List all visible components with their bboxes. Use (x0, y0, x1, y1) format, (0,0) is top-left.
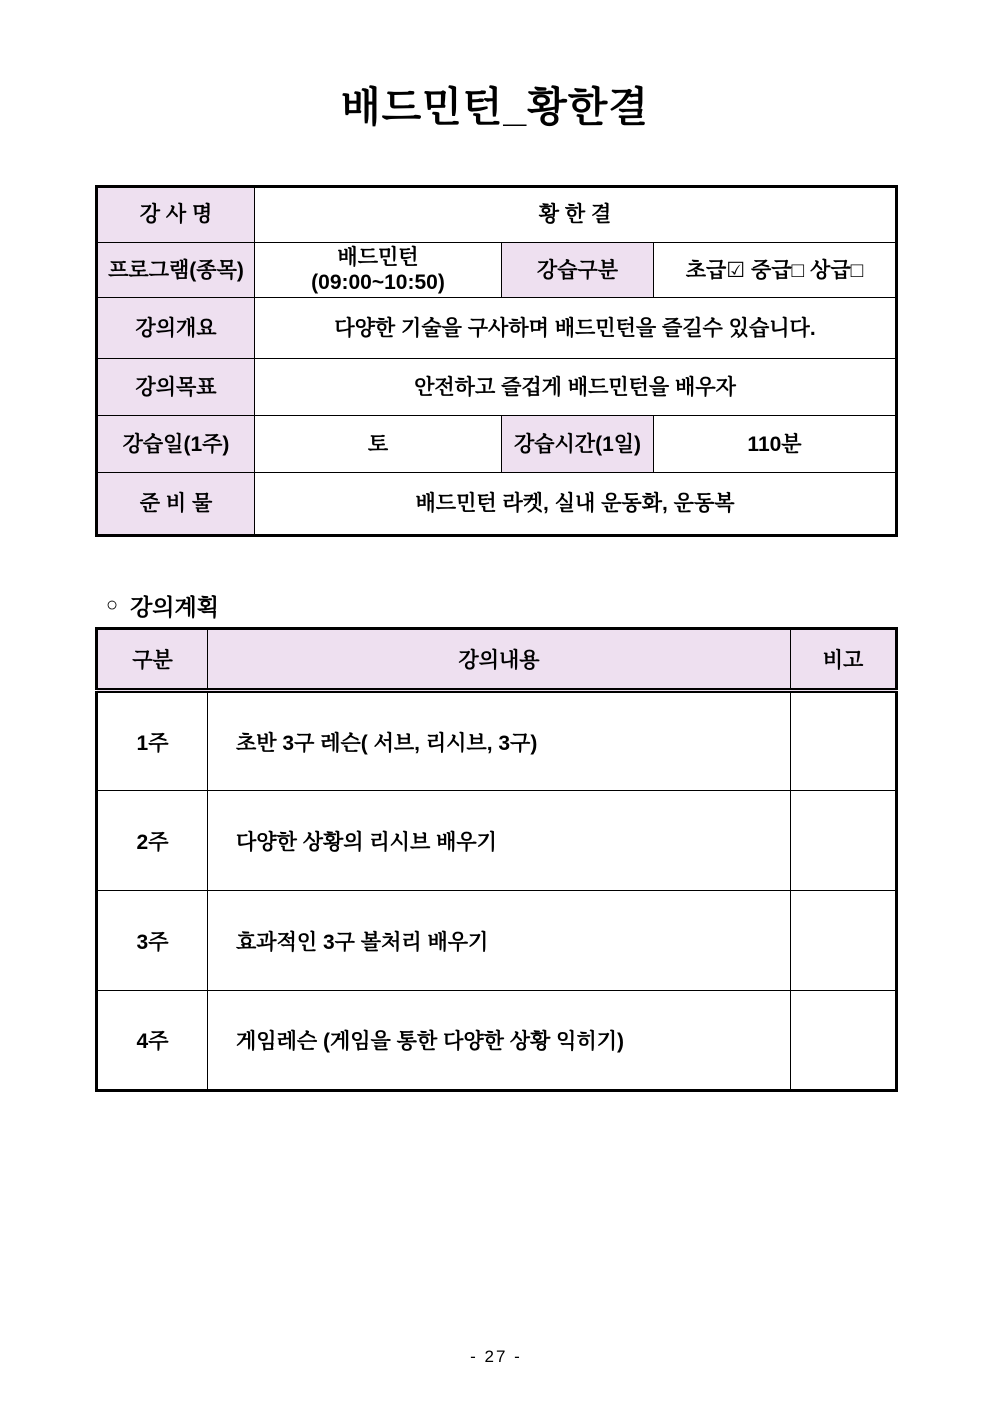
table-row (97, 416, 897, 473)
note-cell (791, 891, 897, 991)
plan-heading-text: 강의계획 (130, 594, 219, 620)
week-cell: 3주 (97, 891, 208, 991)
note-cell (791, 791, 897, 891)
course-overview-value: 다양한 기술을 구사하며 배드민턴을 즐길수 있습니다. (255, 298, 897, 359)
table-row (97, 243, 897, 298)
class-duration-label: 강습시간(1일) (502, 416, 654, 473)
program-value (255, 243, 502, 298)
table-row (97, 359, 897, 416)
class-duration-value: 110분 (654, 416, 897, 473)
table-row (97, 187, 897, 243)
week-cell: 2주 (97, 791, 208, 891)
instructor-name-value: 황 한 결 (255, 187, 897, 243)
content-cell: 효과적인 3구 볼처리 배우기 (208, 891, 791, 991)
content-cell: 다양한 상황의 리시브 배우기 (208, 791, 791, 891)
note-cell (791, 691, 897, 791)
lecture-plan-table (95, 627, 898, 1092)
class-level-checkboxes: 초급☑ 중급□ 상급□ (654, 243, 897, 298)
table-row (97, 298, 897, 359)
plan-header-week: 구분 (97, 629, 208, 691)
course-overview-label: 강의개요 (97, 298, 255, 359)
plan-row-week4 (97, 991, 897, 1091)
course-info-table (95, 185, 898, 537)
plan-header-note: 비고 (791, 629, 897, 691)
class-day-value: 토 (255, 416, 502, 473)
program-time: (09:00~10:50) (311, 271, 445, 295)
supplies-label: 준 비 물 (97, 473, 255, 536)
class-day-label: 강습일(1주) (97, 416, 255, 473)
document-title: 배드민턴_황한결 (340, 84, 650, 130)
content-cell: 초반 3구 레슨( 서브, 리시브, 3구) (208, 691, 791, 791)
class-level-label: 강습구분 (502, 243, 654, 298)
program-label: 프로그램(종목) (97, 243, 255, 298)
plan-row-week1 (97, 691, 897, 791)
page-number: - 27 - (470, 1347, 522, 1366)
circle-bullet-icon: ○ (106, 594, 119, 616)
plan-row-week2 (97, 791, 897, 891)
note-cell (791, 991, 897, 1091)
plan-header-row (97, 629, 897, 691)
course-goal-value: 안전하고 즐겁게 배드민턴을 배우자 (255, 359, 897, 416)
week-cell: 4주 (97, 991, 208, 1091)
course-goal-label: 강의목표 (97, 359, 255, 416)
instructor-name-label: 강 사 명 (97, 187, 255, 243)
plan-row-week3 (97, 891, 897, 991)
program-name: 배드민턴 (337, 246, 419, 269)
week-cell: 1주 (97, 691, 208, 791)
plan-section-heading (106, 589, 219, 622)
content-cell: 게임레슨 (게임을 통한 다양한 상황 익히기) (208, 991, 791, 1091)
supplies-value: 배드민턴 라켓, 실내 운동화, 운동복 (255, 473, 897, 536)
table-row (97, 473, 897, 536)
plan-header-content: 강의내용 (208, 629, 791, 691)
